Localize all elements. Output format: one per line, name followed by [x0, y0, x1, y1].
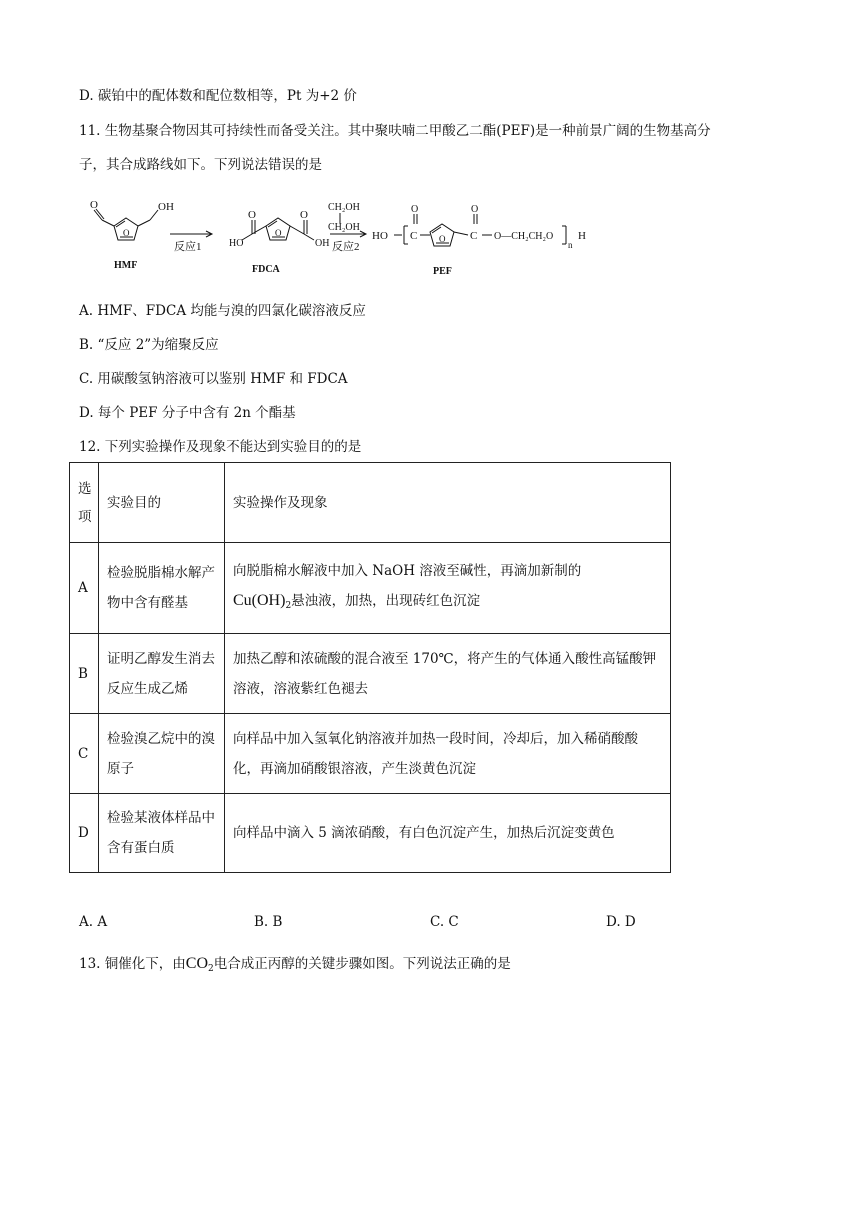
q11-stem-line1: 11. 生物基聚合物因其可持续性而备受关注。其中聚呋喃二甲酸乙二酯(PEF)是一种前景广阔的生物基高分 — [79, 123, 711, 139]
pef-ho-label: HO — [372, 230, 388, 242]
fdca-label: FDCA — [252, 264, 280, 275]
table-header-row — [70, 463, 671, 543]
fdca-o-right: O — [300, 209, 308, 221]
table-row — [70, 543, 671, 634]
row-operation: 向样品中加入氢氧化钠溶液并加热一段时间，冷却后，加入稀硝酸酸化，再滴加硝酸银溶液，产生淡黄色沉淀 — [225, 714, 671, 794]
pef-o-right: O — [471, 204, 479, 215]
reagent-bottom: CH₂OH — [328, 222, 360, 233]
row-option: D — [70, 794, 99, 873]
experiment-table — [69, 462, 671, 873]
pef-carbon-right: C — [470, 230, 478, 242]
q13-text-post: 电合成正丙醇的关键步骤如图。下列说法正确的是 — [213, 956, 511, 972]
answer-option-c: C. C — [430, 914, 459, 930]
reaction-1-label: 反应1 — [174, 241, 202, 253]
reaction-2-label: 反应2 — [332, 241, 360, 253]
fdca-oh-label: OH — [315, 238, 330, 249]
row-option: B — [70, 634, 99, 714]
copper-hydroxide-formula: Cu(OH) — [233, 591, 286, 609]
header-operation: 实验操作及现象 — [225, 463, 671, 543]
co2-subscript: 2 — [208, 964, 214, 974]
row-operation: 向样品中滴入 5 滴浓硝酸，有白色沉淀产生，加热后沉淀变黄色 — [225, 794, 671, 873]
hmf-aldehyde-o: O — [90, 199, 98, 211]
row-option: C — [70, 714, 99, 794]
row-purpose: 检验溴乙烷中的溴原子 — [99, 714, 225, 794]
pef-chain-label: O—CH₂CH₂O — [494, 231, 554, 242]
row-operation — [225, 543, 671, 634]
q12-stem: 12. 下列实验操作及现象不能达到实验目的的是 — [79, 439, 362, 455]
header-purpose: 实验目的 — [99, 463, 225, 543]
pef-label: PEF — [433, 266, 452, 277]
table-row — [70, 714, 671, 794]
table-row — [70, 634, 671, 714]
table-row — [70, 794, 671, 873]
hmf-oh-label: OH — [158, 201, 174, 213]
answer-option-a: A. A — [79, 914, 108, 930]
q11-option-c: C. 用碳酸氢钠溶液可以鉴别 HMF 和 FDCA — [79, 371, 348, 387]
q11-option-b: B. “反应 2”为缩聚反应 — [79, 337, 219, 353]
pef-o-left: O — [411, 204, 419, 215]
fdca-o-left: O — [248, 209, 256, 221]
fdca-ring-o: O — [275, 228, 282, 238]
row-purpose: 证明乙醇发生消去反应生成乙烯 — [99, 634, 225, 714]
pef-subscript-n: n — [568, 240, 573, 250]
pef-synthesis-scheme — [84, 196, 604, 280]
hmf-label: HMF — [114, 260, 138, 271]
row-option: A — [70, 543, 99, 634]
q13-text-pre: 13. 铜催化下，由 — [79, 956, 186, 972]
answer-option-d: D. D — [606, 914, 636, 930]
q13-stem — [79, 954, 511, 979]
formula-subscript: 2 — [285, 600, 292, 611]
pef-carbon-left: C — [410, 230, 418, 242]
reagent-top: CH₂OH — [328, 202, 360, 213]
row-purpose: 检验某液体样品中含有蛋白质 — [99, 794, 225, 873]
hmf-ring-o: O — [123, 228, 130, 238]
row-purpose: 检验脱脂棉水解产物中含有醛基 — [99, 543, 225, 634]
header-option: 选项 — [70, 463, 99, 543]
q10-option-d: D. 碳铂中的配体数和配位数相等，Pt 为+2 价 — [79, 88, 357, 104]
operation-text-a2: 悬浊液，加热，出现砖红色沉淀 — [291, 592, 481, 609]
fdca-ho-label: HO — [229, 238, 244, 249]
q11-option-d: D. 每个 PEF 分子中含有 2n 个酯基 — [79, 405, 296, 421]
q11-option-a: A. HMF、FDCA 均能与溴的四氯化碳溶液反应 — [79, 303, 366, 319]
answer-option-b: B. B — [254, 914, 283, 930]
row-operation: 加热乙醇和浓硫酸的混合液至 170℃，将产生的气体通入酸性高锰酸钾溶液，溶液紫红色褪去 — [225, 634, 671, 714]
pef-end-h: H — [578, 230, 586, 242]
pef-ring-o: O — [439, 234, 446, 244]
q11-stem-line2: 子，其合成路线如下。下列说法错误的是 — [79, 157, 322, 173]
co2-formula: CO — [185, 955, 208, 972]
operation-text-a1: 向脱脂棉水解液中加入 NaOH 溶液至碱性，再滴加新制的 — [233, 562, 582, 579]
